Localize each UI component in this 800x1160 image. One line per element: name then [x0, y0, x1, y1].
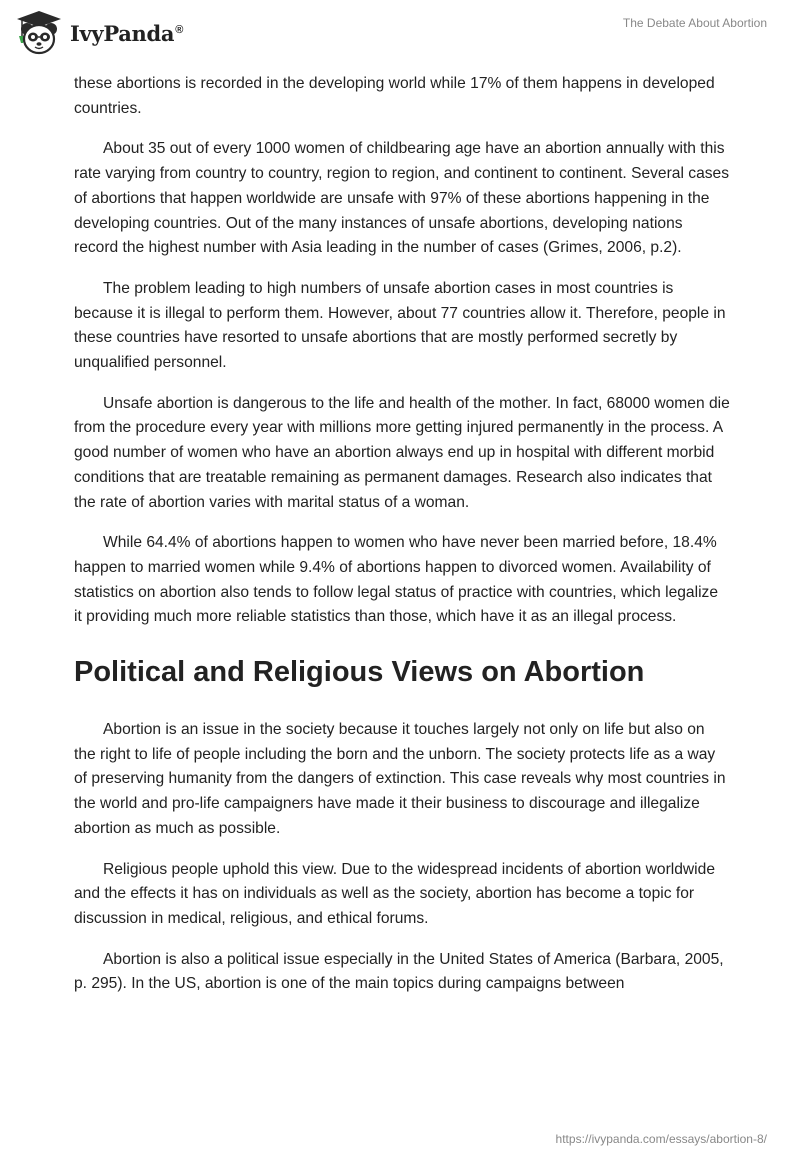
- page-header: [0, 0, 800, 70]
- source-url[interactable]: https://ivypanda.com/essays/abortion-8/: [555, 1132, 767, 1146]
- paragraph: Unsafe abortion is dangerous to the life and health of the mother. In fact, 68000 women die from the procedure every year with millions more getting injured permanently in the process. A good number of women who have an abortion always end up in hospital with different morbid conditions that are treatable remaining as permanent damages. Research also indicates that the rate of abortion varies with marital status of a woman.: [74, 394, 730, 511]
- paragraph-continued: these abortions is recorded in the developing world while 17% of them happens in developed countries.: [74, 75, 715, 117]
- paragraph: While 64.4% of abortions happen to women who have never been married before, 18.4% happen to married women while 9.4% of abortions happen to divorced women. Availability of statistics on abortion also tends to follow legal status of practice with countries, which legalize it providing much more reliable statistics than those, which have it as an illegal process.: [74, 534, 719, 626]
- paragraph: About 35 out of every 1000 women of childbearing age have an abortion annually with this rate varying from country to country, region to region, and continent to continent. Several cases of abortions that happen worldwide are unsafe with 97% of these abortions happening in the developing countries. Out of the many instances of unsafe abortions, developing nations record the highest number with Asia leading in the number of cases (Grimes, 2006, p.2).: [74, 140, 730, 257]
- essay-content: [74, 72, 730, 1013]
- document-title: The Debate About Abortion: [622, 16, 767, 30]
- ivypanda-logo[interactable]: [14, 10, 183, 56]
- panda-graduate-icon: [14, 10, 64, 56]
- paragraph: Abortion is an issue in the society because it touches largely not only on life but also on the right to life of people including the born and the unborn. The society protects life as a way of preserving humanity from the dangers of extinction. This case reveals why most countries in the world and pro-life campaigners have made it their business to discourage and illegalize abortion as much as possible.: [74, 721, 726, 837]
- paragraph: Religious people uphold this view. Due to the widespread incidents of abortion worldwide and the effects it has on individuals as well as the society, abortion has become a topic for discussion in medical, religious, and ethical forums.: [74, 860, 715, 927]
- section-heading: Political and Religious Views on Abortion: [74, 656, 645, 689]
- registered-mark: ®: [175, 23, 184, 36]
- paragraph: The problem leading to high numbers of unsafe abortion cases in most countries is because it is illegal to perform them. However, about 77 countries allow it. Therefore, people in these countries have resorted to unsafe abortions that are mostly performed secretly by unqualified personnel.: [74, 279, 726, 372]
- paragraph: Abortion is also a political issue especially in the United States of America (Barbara, 2005, p. 295). In the US, abortion is one of the main topics during campaigns between: [74, 950, 724, 993]
- brand-text: IvyPanda: [70, 20, 175, 46]
- brand-name: [70, 21, 183, 46]
